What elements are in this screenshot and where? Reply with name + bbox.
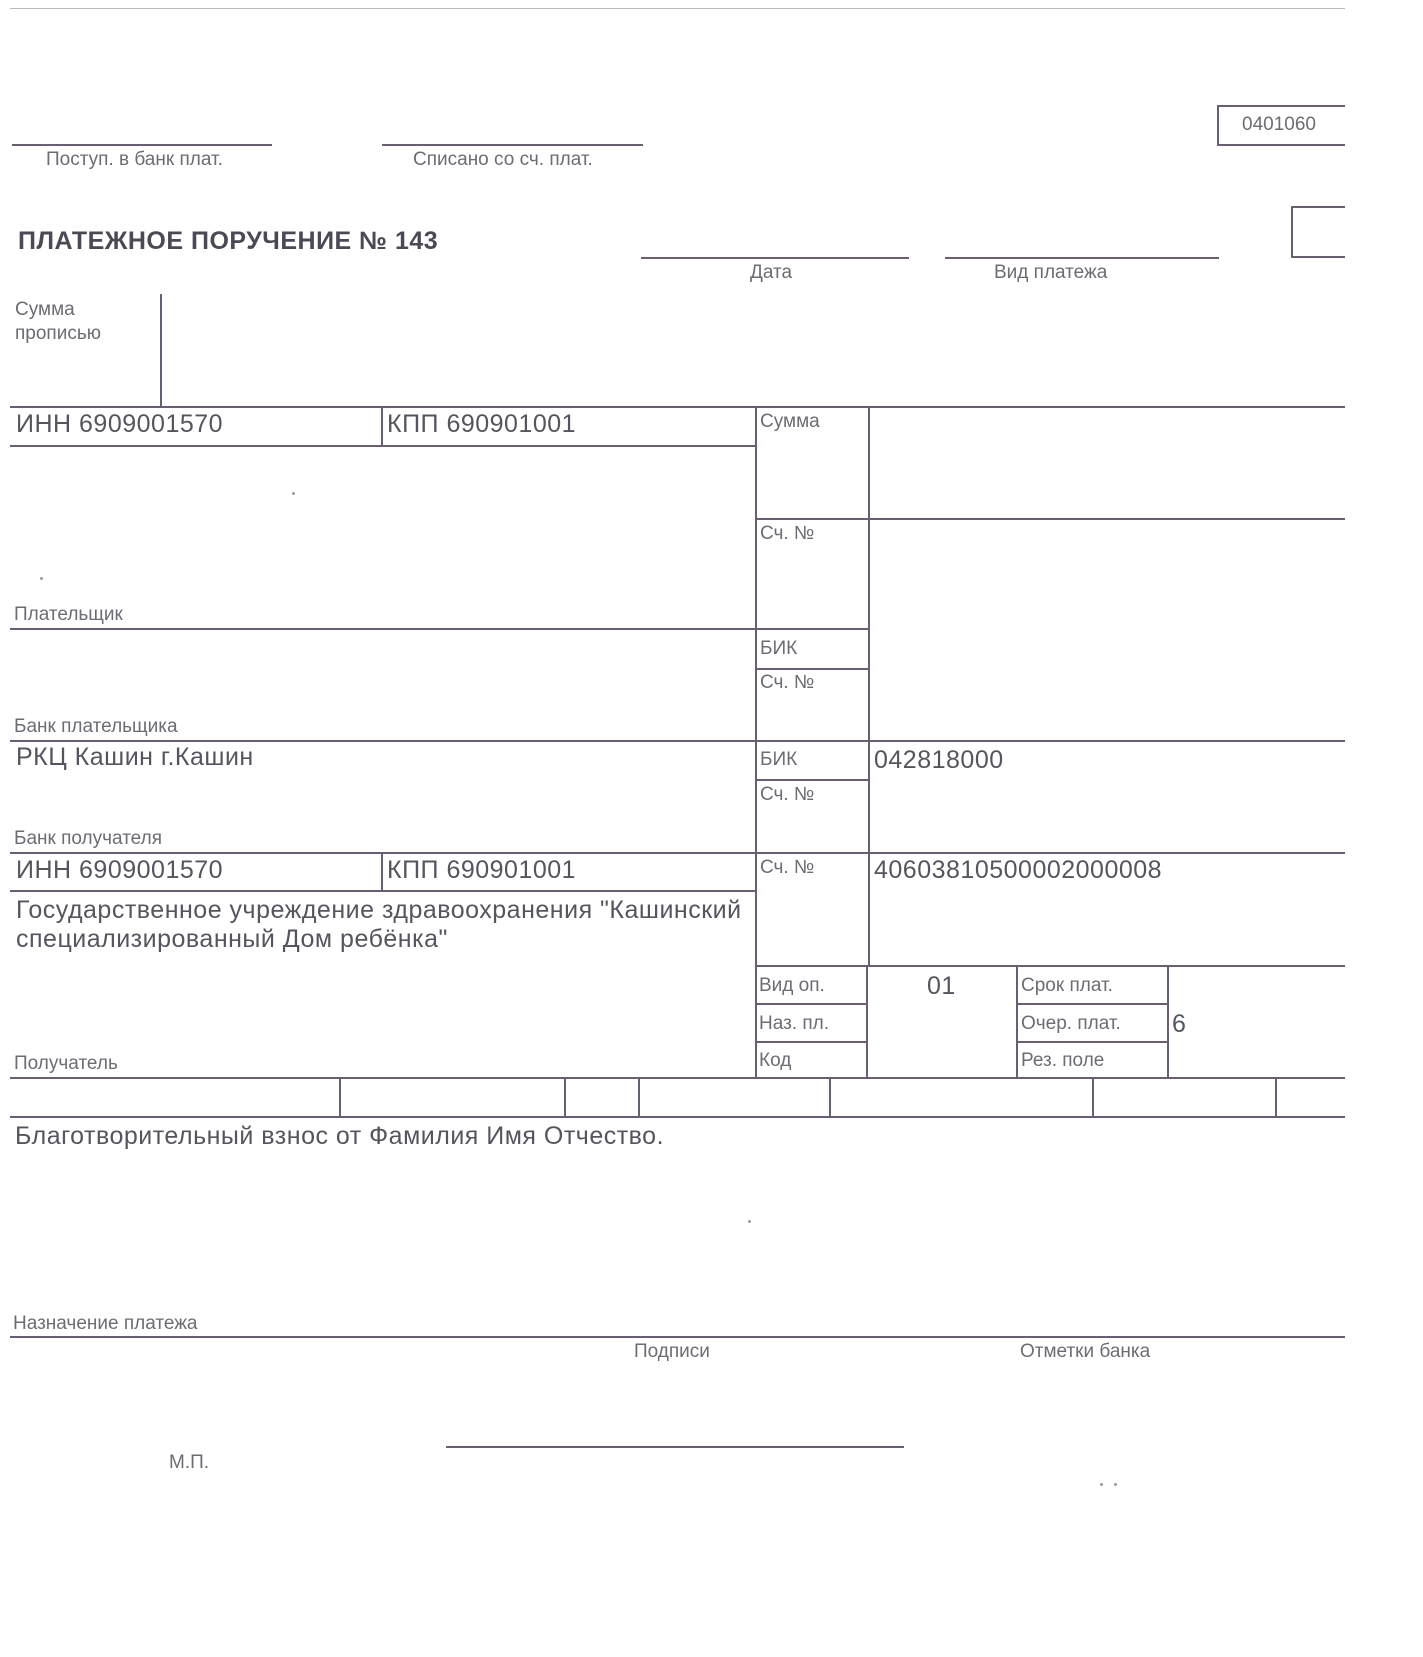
- stamp-label: М.П.: [169, 1452, 210, 1473]
- hline-1003a: [755, 1003, 867, 1005]
- vline-755: [755, 406, 757, 1078]
- reserve-label: Рез. поле: [1021, 1050, 1105, 1071]
- vline-1016: [1016, 965, 1018, 1078]
- form-code: 0401060: [1242, 114, 1316, 135]
- hline-445: [10, 445, 756, 447]
- purpose-bottom-line: [10, 1336, 1345, 1338]
- scan-speck: [40, 577, 43, 580]
- payer-kpp-divider: [381, 406, 383, 446]
- hline-852: [10, 852, 1345, 854]
- scan-speck: [1100, 1483, 1103, 1486]
- hline-779: [755, 779, 869, 781]
- received-label: Поступ. в банк плат.: [46, 149, 223, 170]
- op-type-value: 01: [927, 972, 956, 1000]
- code-label: Код: [759, 1050, 792, 1071]
- recipient-account: 40603810500002000008: [874, 856, 1163, 884]
- payer-bank-label: Банк плательщика: [14, 716, 178, 737]
- tax-divider-6: [1275, 1077, 1277, 1117]
- tax-divider-4: [829, 1077, 831, 1117]
- recipient-name-line2: специализированный Дом ребёнка": [16, 925, 448, 953]
- hline-1003b: [1016, 1003, 1168, 1005]
- tax-divider-5: [1092, 1077, 1094, 1117]
- payer-bank-account-label: Сч. №: [760, 672, 815, 693]
- pay-term-label: Срок плат.: [1021, 975, 1113, 996]
- pay-order-value: 6: [1172, 1010, 1187, 1038]
- hline-668: [755, 668, 869, 670]
- scan-speck: [748, 1220, 751, 1223]
- recipient-bank-bik-label: БИК: [760, 749, 798, 770]
- payment-type-label: Вид платежа: [994, 262, 1108, 283]
- status-code-box: [1291, 206, 1345, 258]
- scan-speck: [1114, 1483, 1117, 1486]
- tax-divider-3: [638, 1077, 640, 1117]
- received-line: [12, 144, 272, 146]
- hline-628: [10, 628, 869, 630]
- debited-label: Списано со сч. плат.: [413, 149, 593, 170]
- hline-1041b: [1016, 1041, 1168, 1043]
- hline-406: [10, 406, 1345, 408]
- hline-1077: [10, 1077, 1345, 1079]
- payment-type-line: [945, 257, 1219, 259]
- pay-order-label: Очер. плат.: [1021, 1013, 1121, 1034]
- sum-label: Сумма: [760, 411, 820, 432]
- recipient-name-line1: Государственное учреждение здравоохранения "Кашинский: [16, 896, 742, 924]
- payer-account-label: Сч. №: [760, 523, 815, 544]
- payer-label: Плательщик: [14, 604, 123, 625]
- payer-inn: ИНН 6909001570: [16, 410, 224, 438]
- hline-740: [10, 740, 1345, 742]
- recipient-inn: ИНН 6909001570: [16, 856, 224, 884]
- amount-words-label: Сумма прописью: [15, 299, 101, 344]
- hline-1116: [10, 1116, 1345, 1118]
- hline-518: [755, 518, 1345, 520]
- hline-890: [10, 890, 756, 892]
- recipient-bank-account-label: Сч. №: [760, 784, 815, 805]
- purpose-text: Благотворительный взнос от Фамилия Имя Отчество.: [15, 1122, 665, 1150]
- pay-purpose-code-label: Наз. пл.: [759, 1013, 829, 1034]
- payer-kpp: КПП 690901001: [387, 410, 577, 438]
- tax-divider-1: [339, 1077, 341, 1117]
- signature-line: [446, 1446, 904, 1448]
- signatures-label: Подписи: [634, 1341, 710, 1362]
- payer-bank-bik-label: БИК: [760, 638, 798, 659]
- recipient-kpp-divider: [381, 852, 383, 891]
- recipient-label: Получатель: [14, 1053, 118, 1074]
- page-title: ПЛАТЕЖНОЕ ПОРУЧЕНИЕ № 143: [18, 227, 439, 255]
- vline-866: [866, 965, 868, 1078]
- date-label: Дата: [750, 262, 793, 283]
- hline-1041a: [755, 1041, 867, 1043]
- recipient-bank-label: Банк получателя: [14, 828, 162, 849]
- vline-868: [868, 406, 870, 966]
- purpose-label: Назначение платежа: [13, 1313, 198, 1334]
- debited-line: [382, 144, 643, 146]
- tax-divider-2: [564, 1077, 566, 1117]
- hline-965: [755, 965, 1345, 967]
- recipient-kpp: КПП 690901001: [387, 856, 577, 884]
- vline-1167: [1167, 965, 1169, 1078]
- recipient-account-label: Сч. №: [760, 857, 815, 878]
- op-type-label: Вид оп.: [759, 975, 825, 996]
- recipient-bank-bik: 042818000: [874, 746, 1004, 774]
- recipient-bank-name: РКЦ Кашин г.Кашин: [16, 743, 254, 771]
- bank-marks-label: Отметки банка: [1020, 1341, 1151, 1362]
- amount-words-divider: [160, 294, 162, 407]
- scan-speck: [292, 492, 295, 495]
- top-rule: [10, 8, 1345, 9]
- date-line: [641, 257, 909, 259]
